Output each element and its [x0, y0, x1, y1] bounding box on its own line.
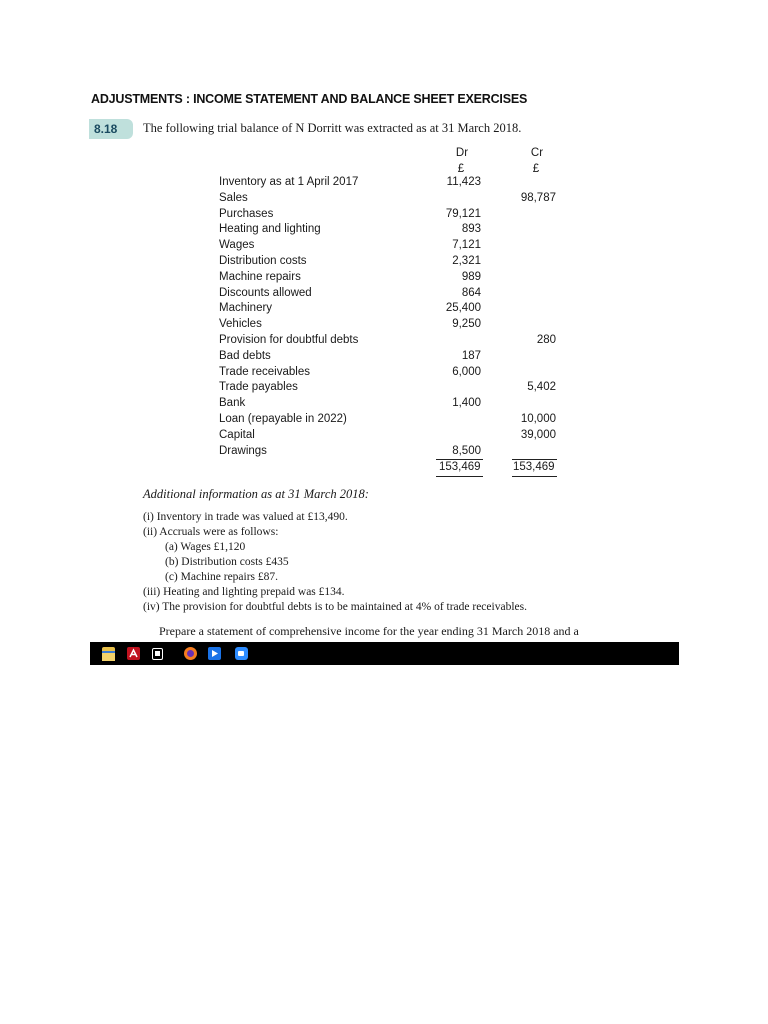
row-label: Trade receivables	[219, 365, 310, 378]
table-row	[219, 254, 579, 270]
table-row	[219, 301, 579, 317]
cr-value: 280	[536, 333, 556, 346]
cr-total-rule-bottom	[512, 476, 557, 477]
row-label: Discounts allowed	[219, 286, 312, 299]
table-row	[219, 444, 579, 460]
cr-value: 5,402	[527, 381, 556, 394]
dr-value: 864	[461, 286, 481, 299]
dr-value: 187	[461, 349, 481, 362]
row-label: Loan (repayable in 2022)	[219, 412, 347, 425]
cr-total: 153,469	[513, 461, 555, 473]
firefox-icon[interactable]	[184, 647, 197, 660]
row-label: Capital	[219, 428, 255, 441]
info-item: (i) Inventory in trade was valued at £13,490.	[143, 511, 348, 523]
exercise-number-badge: 8.18	[89, 119, 133, 139]
dr-column-header: Dr	[455, 147, 469, 159]
info-item: (iii) Heating and lighting prepaid was £134.	[143, 586, 345, 598]
dr-value: 2,321	[452, 254, 481, 267]
dr-value: 989	[461, 270, 481, 283]
table-row	[219, 286, 579, 302]
store-icon[interactable]	[152, 648, 163, 660]
table-row	[219, 222, 579, 238]
row-label: Bank	[219, 397, 246, 410]
info-item: (c) Machine repairs £87.	[165, 571, 279, 583]
row-label: Trade payables	[219, 381, 298, 394]
acrobat-icon[interactable]	[127, 647, 140, 660]
table-row	[219, 270, 579, 286]
additional-info-heading: Additional information as at 31 March 2018:	[143, 487, 369, 501]
dr-total: 153,469	[439, 461, 481, 473]
row-label: Distribution costs	[219, 254, 307, 267]
trial-balance-table	[219, 175, 579, 459]
row-label: Machinery	[219, 302, 273, 315]
dr-value: 9,250	[452, 318, 481, 331]
table-row	[219, 317, 579, 333]
row-label: Purchases	[219, 207, 274, 220]
cr-value: 10,000	[520, 412, 556, 425]
cr-column-header: Cr	[530, 147, 544, 159]
file-explorer-icon[interactable]	[102, 647, 115, 660]
table-row	[219, 380, 579, 396]
table-row	[219, 428, 579, 444]
task-instruction: Prepare a statement of comprehensive income for the year ending 31 March 2018 and a	[159, 624, 579, 638]
dr-value: 8,500	[452, 444, 481, 457]
table-row	[219, 365, 579, 381]
row-label: Bad debts	[219, 349, 271, 362]
cr-value: 98,787	[520, 191, 556, 204]
table-row	[219, 412, 579, 428]
dr-total-rule-top	[436, 459, 483, 460]
table-row	[219, 207, 579, 223]
row-label: Vehicles	[219, 318, 262, 331]
taskbar	[90, 642, 679, 665]
table-row	[219, 349, 579, 365]
info-item: (a) Wages £1,120	[165, 541, 246, 553]
row-label: Wages	[219, 239, 255, 252]
dr-value: 79,121	[445, 207, 481, 220]
table-row	[219, 238, 579, 254]
row-label: Heating and lighting	[219, 223, 321, 236]
row-label: Drawings	[219, 444, 267, 457]
cr-value: 39,000	[520, 428, 556, 441]
table-row	[219, 191, 579, 207]
dr-value: 6,000	[452, 365, 481, 378]
dr-currency: £	[457, 163, 465, 175]
table-row	[219, 175, 579, 191]
dr-value: 893	[461, 223, 481, 236]
info-item: (b) Distribution costs £435	[165, 556, 289, 568]
dr-value: 11,423	[446, 176, 481, 188]
zoom-icon[interactable]	[235, 647, 248, 660]
row-label: Inventory as at 1 April 2017	[219, 176, 359, 188]
row-label: Sales	[219, 191, 248, 204]
cr-currency: £	[532, 163, 540, 175]
exercise-intro: The following trial balance of N Dorritt was extracted as at 31 March 2018.	[143, 121, 522, 135]
dr-value: 25,400	[445, 302, 481, 315]
page-heading: ADJUSTMENTS : INCOME STATEMENT AND BALANCE SHEET EXERCISES	[91, 92, 528, 106]
info-item: (ii) Accruals were as follows:	[143, 526, 279, 538]
media-player-icon[interactable]	[208, 647, 221, 660]
table-row	[219, 396, 579, 412]
dr-value: 7,121	[452, 239, 481, 252]
cr-total-rule-top	[512, 459, 557, 460]
row-label: Machine repairs	[219, 270, 301, 283]
dr-value: 1,400	[452, 397, 481, 410]
dr-total-rule-bottom	[436, 476, 483, 477]
table-row	[219, 333, 579, 349]
info-item: (iv) The provision for doubtful debts is to be maintained at 4% of trade receivables.	[143, 601, 527, 613]
row-label: Provision for doubtful debts	[219, 333, 359, 346]
